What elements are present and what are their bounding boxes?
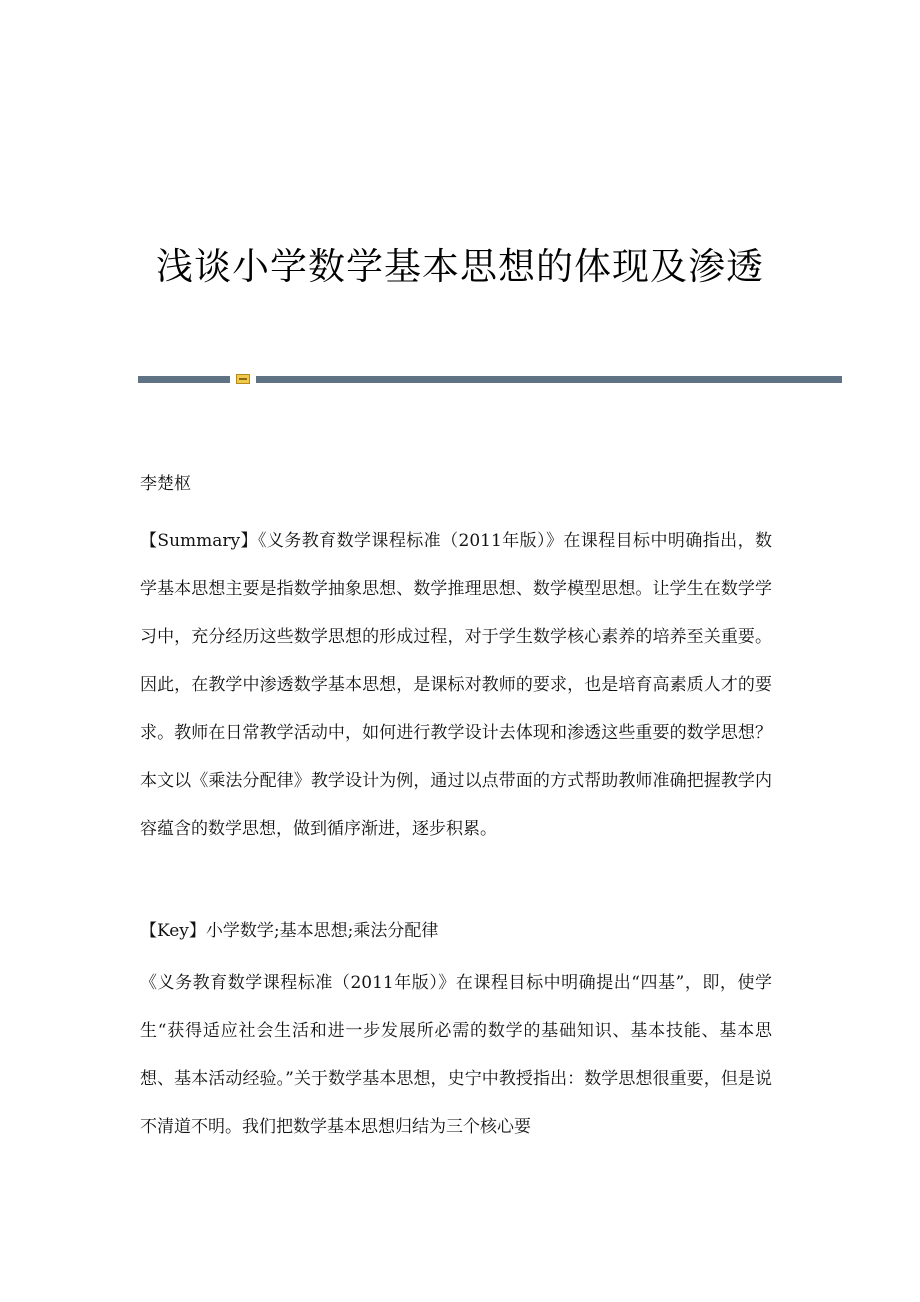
summary-paragraph: [140, 517, 772, 853]
summary-label: 【Summary】: [140, 531, 258, 551]
divider-ornament-icon: [236, 374, 250, 384]
keywords-text: 小学数学;基本思想;乘法分配律: [205, 921, 439, 941]
title-divider: [138, 374, 842, 384]
author-name: 李楚枢: [140, 474, 191, 494]
keywords-paragraph: [140, 907, 772, 955]
keywords-label: 【Key】: [140, 921, 206, 941]
document-title: 浅谈小学数学基本思想的体现及渗透: [156, 244, 764, 288]
divider-right-bar: [256, 376, 842, 383]
body-paragraph: 《义务教育数学课程标准（2011年版）》在课程目标中明确提出“四基”，即，使学生“获得适应社会生活和进一步发展所必需的数学的基础知识、基本技能、基本思想、基本活动经验。”关于数学基本思想，史宁中教授指出：数学思想很重要，但是说不清道不明。我们把数学基本思想归结为三个核心要: [140, 973, 772, 1137]
summary-text: 《义务教育数学课程标准（2011年版）》在课程目标中明确指出，数学基本思想主要是指数学抽象思想、数学推理思想、数学模型思想。让学生在数学学习中，充分经历这些数学思想的形成过程，对于学生数学核心素养的培养至关重要。因此，在教学中渗透数学基本思想，是课标对教师的要求，也是培育高素质人才的要求。教师在日常教学活动中，如何进行教学设计去体现和渗透这些重要的数学思想？本文以《乘法分配律》教学设计为例，通过以点带面的方式帮助教师准确把握教学内容蕴含的数学思想，做到循序渐进，逐步积累。: [140, 531, 773, 839]
divider-left-bar: [138, 376, 230, 383]
